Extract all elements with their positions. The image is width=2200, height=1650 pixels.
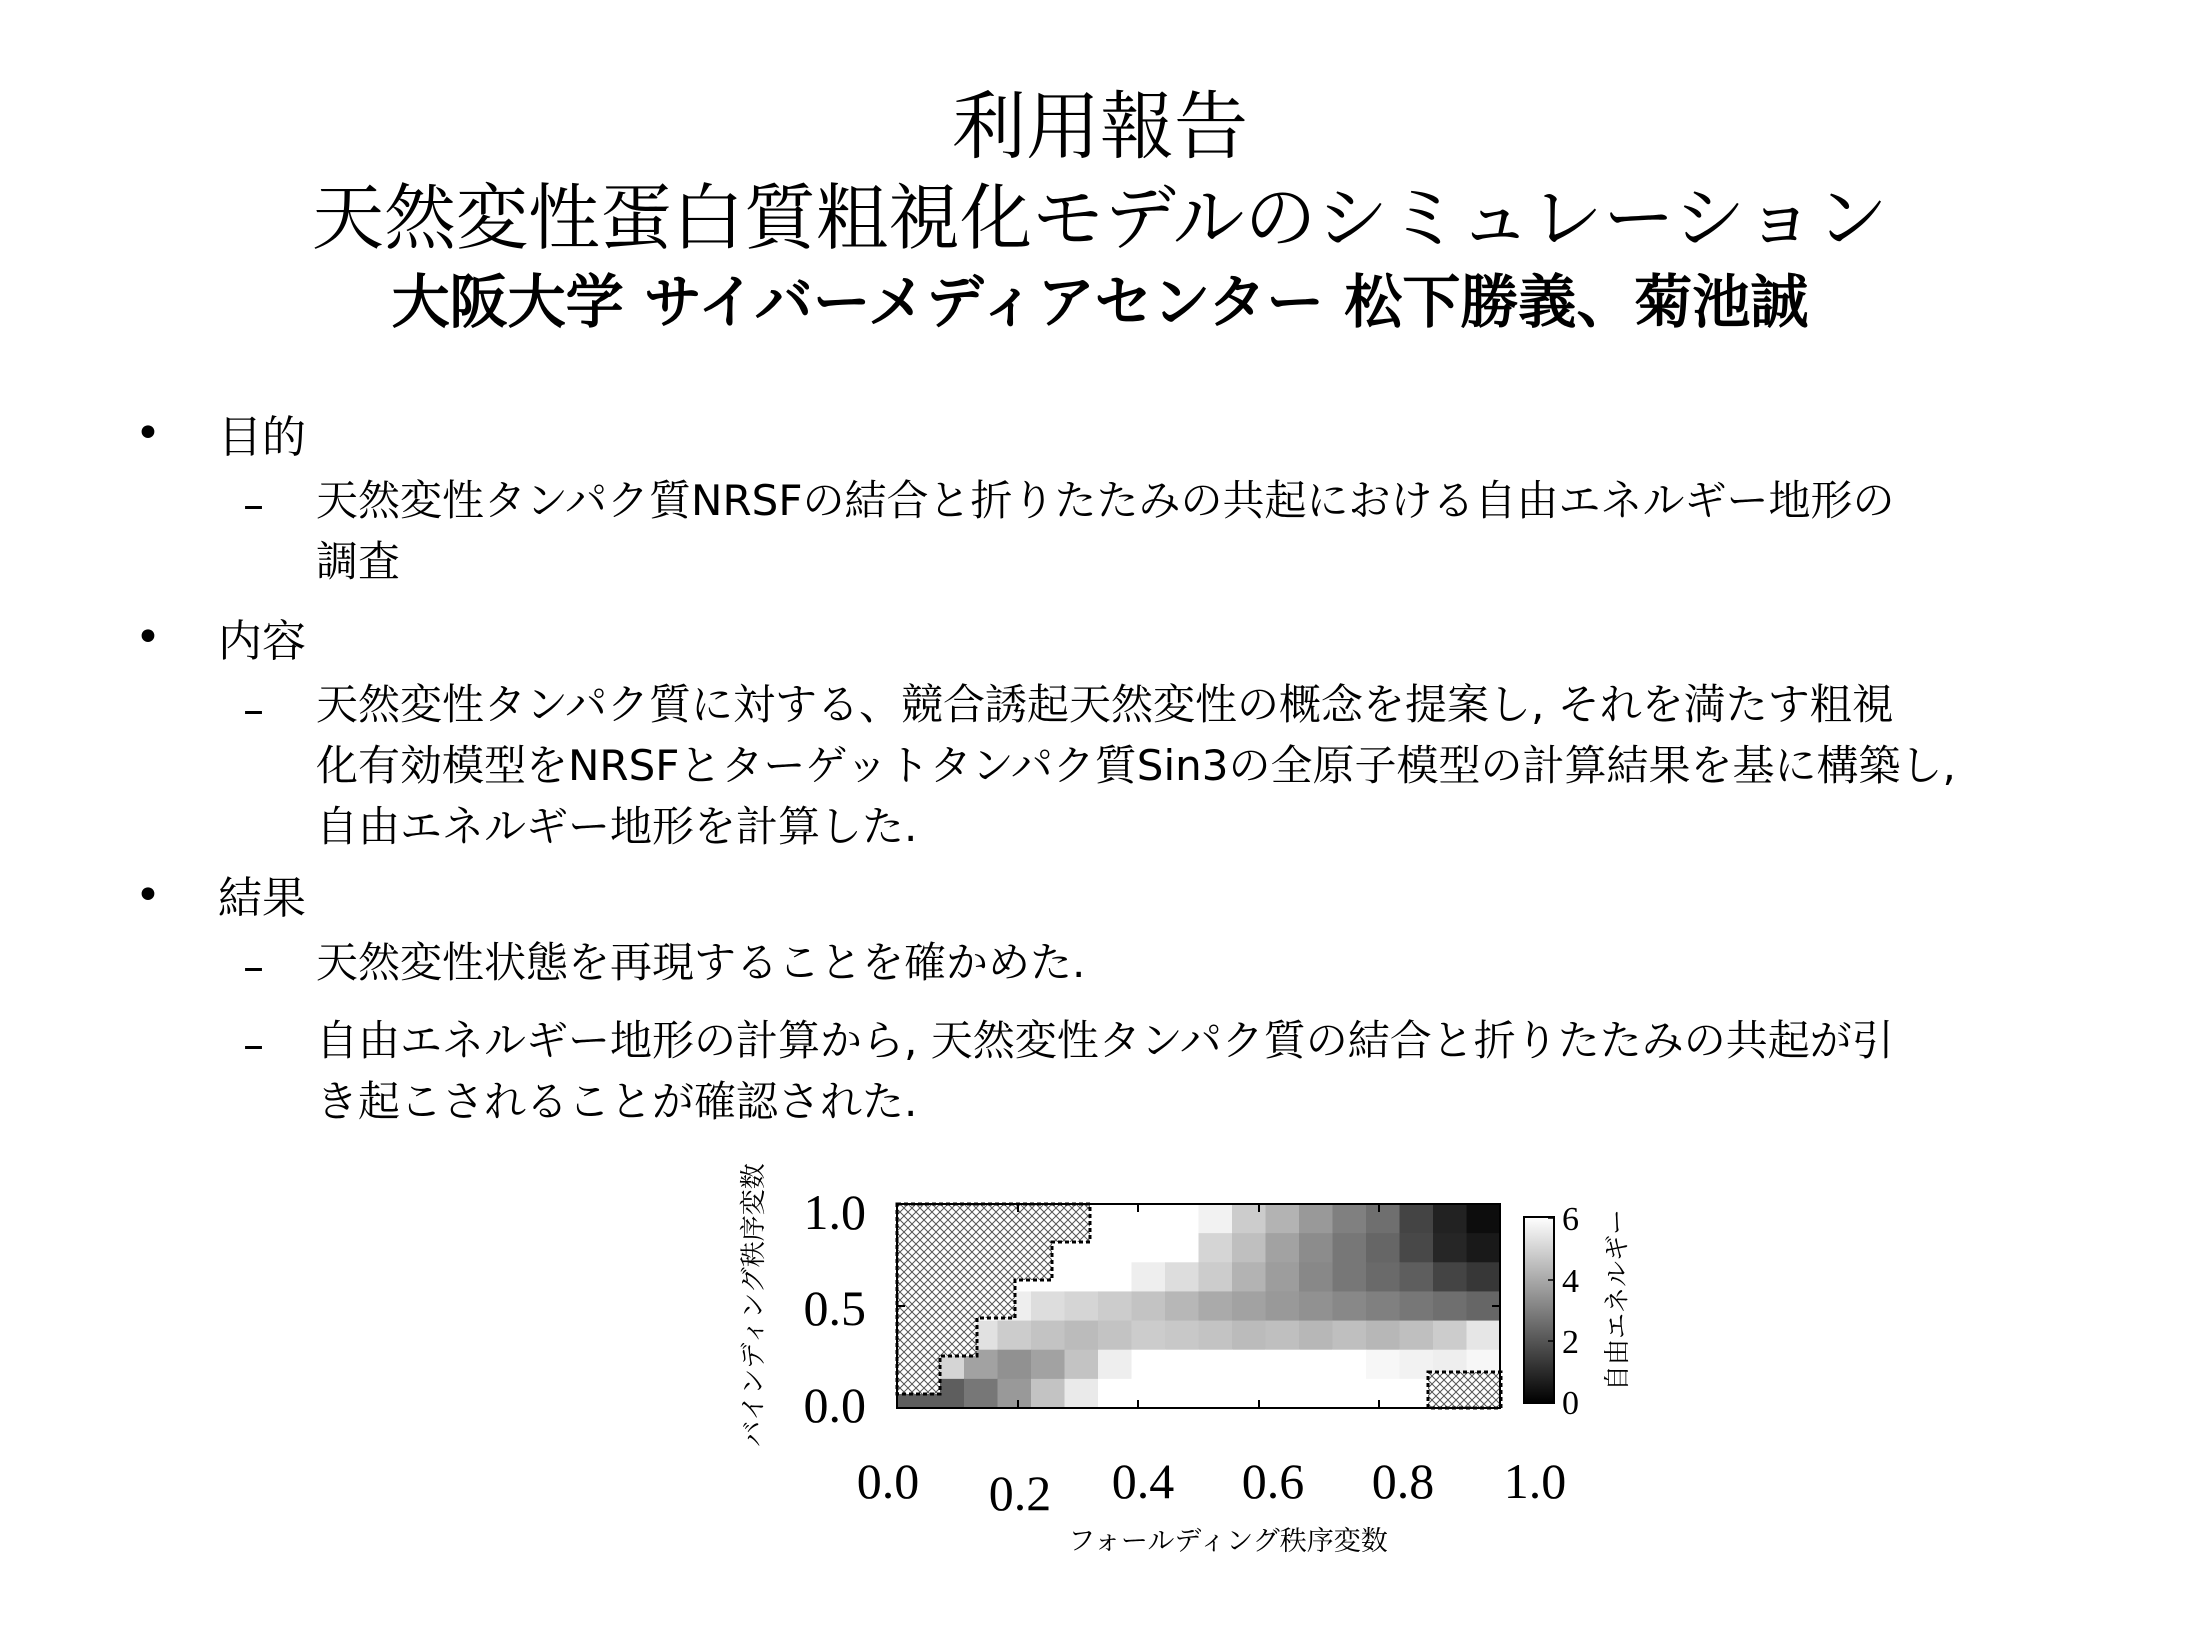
dash-purpose-1: –	[243, 480, 264, 529]
heatmap-cell	[1366, 1204, 1400, 1234]
y-tick-label-0-5: 0.5	[803, 1280, 866, 1336]
colorbar-tick-2: 2	[1562, 1324, 1579, 1361]
heatmap-cell	[1467, 1262, 1501, 1292]
heatmap-cell	[1165, 1379, 1199, 1409]
heatmap-cell	[1433, 1291, 1467, 1321]
content-item-1-line-2: 化有効模型をNRSFとターゲットタンパク質Sin3の全原子模型の計算結果を基に構築し,	[316, 741, 1956, 790]
heatmap-cell	[1132, 1291, 1166, 1321]
heatmap-cell	[1299, 1291, 1333, 1321]
heatmap-cell	[1366, 1262, 1400, 1292]
heatmap-cell	[1199, 1350, 1233, 1380]
heatmap-cell	[1467, 1233, 1501, 1263]
heatmap-cell	[1098, 1379, 1132, 1409]
heatmap-cell	[1400, 1321, 1434, 1351]
heatmap-cell	[1031, 1291, 1065, 1321]
heatmap-cell	[1098, 1233, 1132, 1263]
result-item-2-line-1: 自由エネルギー地形の計算から, 天然変性タンパク質の結合と折りたたみの共起が引	[316, 1016, 1894, 1065]
x-tick-label-1-0: 1.0	[1503, 1453, 1567, 1509]
x-tick-label-0-2: 0.2	[988, 1465, 1052, 1521]
heatmap-cell	[1199, 1233, 1233, 1263]
heatmap-cell	[1333, 1350, 1367, 1380]
heatmap-cell	[1132, 1204, 1166, 1234]
heatmap-cell	[1266, 1321, 1300, 1351]
heatmap-cell	[1098, 1291, 1132, 1321]
heatmap-cell	[1266, 1204, 1300, 1234]
heatmap-cell	[1333, 1233, 1367, 1263]
heatmap-cell	[964, 1379, 998, 1409]
content-item-1-line-1: 天然変性タンパク質に対する、競合誘起天然変性の概念を提案し, それを満たす粗視	[316, 680, 1894, 729]
heatmap-cell	[1232, 1291, 1266, 1321]
heatmap-cell	[1467, 1321, 1501, 1351]
heatmap-cell	[1299, 1321, 1333, 1351]
heatmap-cell	[1433, 1233, 1467, 1263]
result-item-1-line-1: 天然変性状態を再現することを確かめた.	[316, 938, 1086, 987]
heatmap-cell	[1098, 1262, 1132, 1292]
heatmap-cell	[1266, 1379, 1300, 1409]
y-tick-label-1-0: 1.0	[803, 1184, 866, 1240]
heatmap-cell	[1031, 1350, 1065, 1380]
heatmap-cell	[1266, 1291, 1300, 1321]
heatmap-cell	[1165, 1204, 1199, 1234]
section-label-content: 内容	[218, 616, 306, 667]
report-title: 利用報告	[952, 84, 1248, 170]
heatmap-cell	[1031, 1321, 1065, 1351]
heatmap-cell	[1433, 1262, 1467, 1292]
heatmap-cell	[1232, 1350, 1266, 1380]
heatmap-cell	[1232, 1233, 1266, 1263]
heatmap-cell	[1266, 1262, 1300, 1292]
dash-result-2: –	[243, 1020, 264, 1069]
heatmap-cell	[1132, 1233, 1166, 1263]
colorbar-tick-0: 0	[1562, 1385, 1579, 1422]
heatmap-cell	[1400, 1233, 1434, 1263]
dash-content-1: –	[243, 685, 264, 734]
x-tick-label-0-4: 0.4	[1111, 1453, 1175, 1509]
heatmap-cell	[1098, 1321, 1132, 1351]
dash-result-1: –	[243, 942, 264, 991]
heatmap-cell	[1299, 1233, 1333, 1263]
heatmap-cell	[1400, 1262, 1434, 1292]
heatmap-cell	[1299, 1350, 1333, 1380]
heatmap-cell	[998, 1350, 1032, 1380]
x-tick-label-0-0: 0.0	[856, 1453, 920, 1509]
heatmap-cell	[1165, 1321, 1199, 1351]
section-label-purpose: 目的	[218, 412, 306, 463]
heatmap-cell	[1165, 1233, 1199, 1263]
heatmap-cell	[1132, 1379, 1166, 1409]
heatmap-cell	[1199, 1321, 1233, 1351]
colorbar-tick-4: 4	[1562, 1263, 1579, 1300]
heatmap-cell	[1400, 1291, 1434, 1321]
heatmap-cell	[1132, 1321, 1166, 1351]
heatmap-cell	[1165, 1262, 1199, 1292]
heatmap-cell	[1199, 1379, 1233, 1409]
heatmap-cell	[1031, 1379, 1065, 1409]
heatmap-cell	[1433, 1321, 1467, 1351]
heatmap-cell	[1333, 1379, 1367, 1409]
heatmap-cell	[1433, 1204, 1467, 1234]
bullet-content: •	[135, 612, 161, 663]
heatmap-cell	[1132, 1350, 1166, 1380]
heatmap-cell	[1199, 1262, 1233, 1292]
heatmap-cell	[1299, 1379, 1333, 1409]
heatmap-cell	[1366, 1233, 1400, 1263]
colorbar-tick-6: 6	[1562, 1201, 1579, 1238]
y-axis-label: バインディング秩序変数	[739, 1163, 769, 1447]
heatmap-cell	[1232, 1321, 1266, 1351]
bullet-purpose: •	[135, 408, 161, 459]
heatmap-cell	[1098, 1204, 1132, 1234]
heatmap-cell	[1098, 1350, 1132, 1380]
heatmap-cell	[1366, 1321, 1400, 1351]
heatmap-cell	[1366, 1379, 1400, 1409]
report-authors: 大阪大学 サイバーメディアセンター 松下勝義、菊池誠	[391, 268, 1809, 336]
heatmap-cell	[1299, 1262, 1333, 1292]
heatmap-cell	[1165, 1291, 1199, 1321]
heatmap-cell	[1232, 1204, 1266, 1234]
heatmap-cell	[1199, 1291, 1233, 1321]
report-subject: 天然変性蛋白質粗視化モデルのシミュレーション	[311, 176, 1889, 260]
heatmap-cell	[998, 1321, 1032, 1351]
heatmap-cell	[1333, 1262, 1367, 1292]
heatmap-cell	[1065, 1321, 1099, 1351]
heatmap-cell	[1366, 1350, 1400, 1380]
purpose-item-1-line-2: 調査	[316, 537, 401, 586]
heatmap-cell	[1232, 1262, 1266, 1292]
heatmap-cell	[1266, 1350, 1300, 1380]
heatmap-cell	[1132, 1262, 1166, 1292]
heatmap-cell	[1333, 1321, 1367, 1351]
hatched-region-lower-right	[1428, 1372, 1501, 1408]
heatmap-cell	[1299, 1204, 1333, 1234]
heatmap-cell	[1065, 1291, 1099, 1321]
heatmap-cell	[1065, 1350, 1099, 1380]
x-axis-label: フォールディング秩序変数	[1068, 1526, 1388, 1557]
heatmap-cell	[1065, 1379, 1099, 1409]
heatmap-cell	[1232, 1379, 1266, 1409]
heatmap-cell	[1366, 1291, 1400, 1321]
heatmap-cell	[1333, 1291, 1367, 1321]
result-item-2-line-2: き起こされることが確認された.	[316, 1077, 918, 1126]
y-tick-label-0-0: 0.0	[803, 1377, 866, 1433]
heatmap-cell	[1400, 1204, 1434, 1234]
section-label-result: 結果	[218, 873, 306, 924]
x-tick-label-0-8: 0.8	[1371, 1453, 1435, 1509]
purpose-item-1-line-1: 天然変性タンパク質NRSFの結合と折りたたみの共起における自由エネルギー地形の	[316, 476, 1895, 525]
heatmap-cell	[1266, 1233, 1300, 1263]
x-tick-label-0-6: 0.6	[1241, 1453, 1305, 1509]
heatmap-cell	[1065, 1262, 1099, 1292]
heatmap-cell	[1199, 1204, 1233, 1234]
colorbar-label: 自由エネルギー	[1603, 1208, 1633, 1392]
heatmap-cell	[1333, 1204, 1367, 1234]
content-item-1-line-3: 自由エネルギー地形を計算した.	[316, 802, 918, 851]
heatmap-cell	[1165, 1350, 1199, 1380]
heatmap-cell	[998, 1379, 1032, 1409]
heatmap-cell	[1467, 1204, 1501, 1234]
bullet-result: •	[135, 870, 161, 921]
colorbar	[1524, 1217, 1554, 1403]
